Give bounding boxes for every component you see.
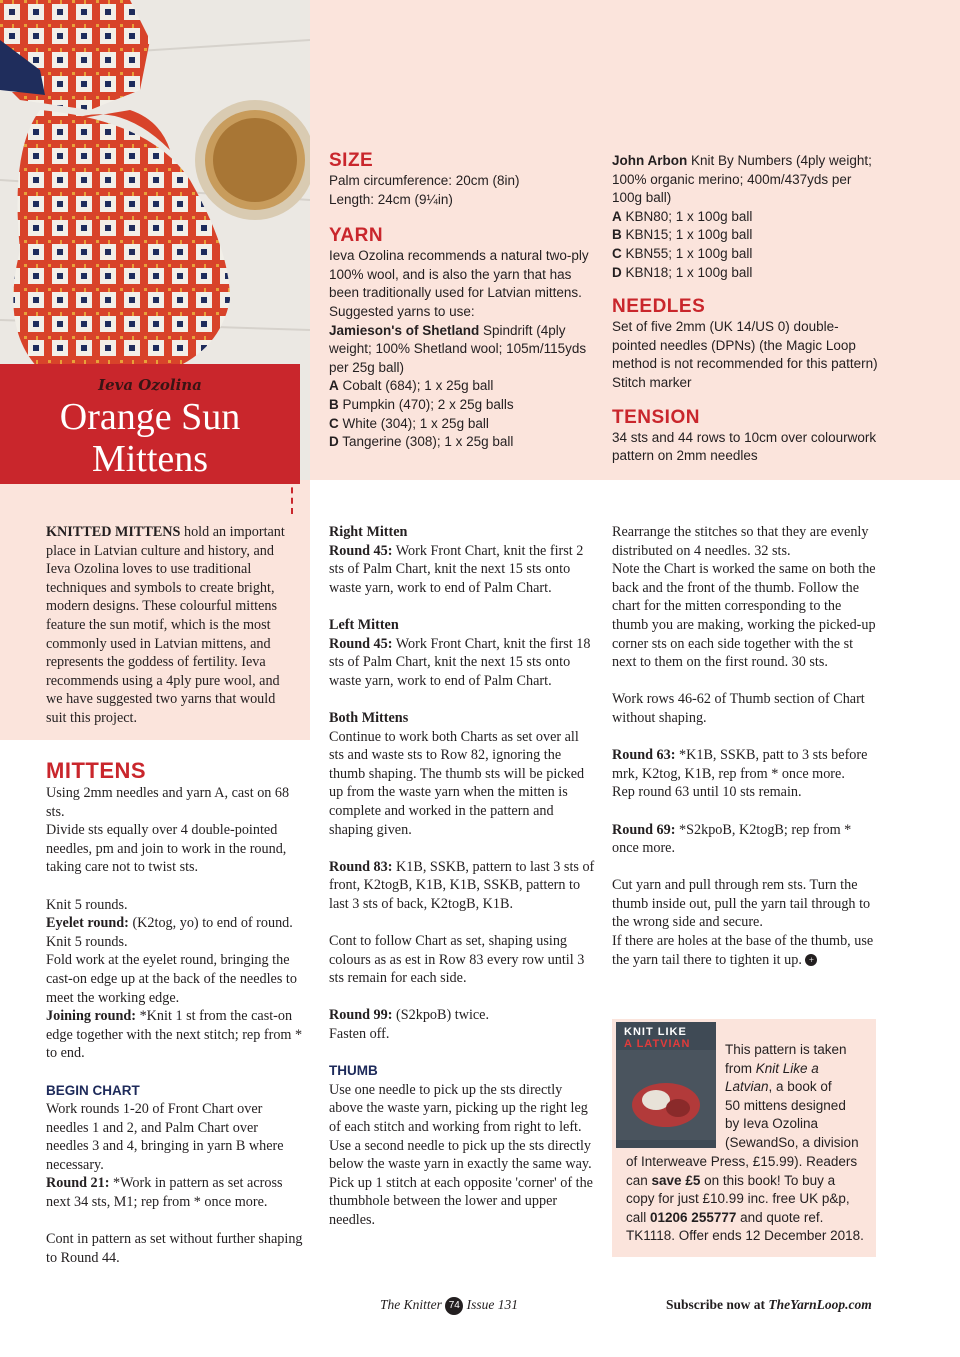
mittens-p2: Divide sts equally over 4 double-pointed needles, pm and join to work in the round, taking care not to twist sts. xyxy=(46,822,287,876)
yarn-colour: C White (304); 1 x 25g ball xyxy=(329,415,489,431)
mittens-p6: Work rounds 1-20 of Front Chart over needles 1 and 2, and Palm Chart over needles 3 and 4, bringing in yarn B where necessary. xyxy=(46,1101,284,1173)
yarn-colour: D KBN18; 1 x 100g ball xyxy=(612,264,753,280)
right-column xyxy=(612,523,880,969)
both-mittens-text: Continue to work both Charts as set over all sts and waste sts to Row 82, ignoring the thumb shaping. The thumb sts will be picked up from the waste yarn when the mitten is complete and worked in the pattern and shaping given. xyxy=(329,728,585,838)
yarn-brand1 xyxy=(329,322,599,378)
right-p5: If there are holes at the base of the thumb, use the yarn tail there to tighten it up. + xyxy=(612,933,874,968)
book-cover-title1: KNIT LIKE xyxy=(624,1026,687,1038)
round-63: Round 63: *K1B, SSKB, patt to 3 sts before mrk, K2tog, K1B, rep from * once more. xyxy=(612,747,868,782)
yarn-brand1-desc: Spindrift (4ply weight; 100% Shetland wool; 105m/115yds per 25g ball) xyxy=(329,322,587,375)
right-p2: Note the Chart is worked the same on both the back and the front of the thumb. Follow the chart for the mitten corresponding to the thumb you are making, working the picked-up corner sts on each side together with the st next to them on the first round. 30 sts. xyxy=(612,561,876,671)
footer-magazine: The Knitter xyxy=(380,1297,442,1313)
right-p1: Rearrange the stitches so that they are evenly distributed on 4 needles. 32 sts. xyxy=(612,524,869,559)
pattern-title-line2: Mittens xyxy=(91,438,209,480)
right-p4: Cut yarn and pull through rem sts. Turn the thumb inside out, pull the yarn tail through to the wrong side and secure. xyxy=(612,877,871,931)
thumb-heading: THUMB xyxy=(329,1063,378,1079)
footer-issue: Issue 131 xyxy=(466,1297,519,1313)
dashed-divider xyxy=(291,364,296,514)
size-length: Length: 24cm (9¼in) xyxy=(329,191,453,207)
intro-text: hold an important place in Latvian culture and history, and Ieva Ozolina loves to use traditional techniques and symbols to create bright, modern designs. These colourful mittens feature the sun motif, which is the most commonly used in Latvian mittens, and represents the goddess of fertility. Ieva recommends using a 4ply pure wool, and we have suggested two yarns that would suit this project. xyxy=(46,524,285,726)
book-cover xyxy=(616,1022,716,1148)
mittens-p5: Fold work at the eyelet round, bringing the cast-on edge up at the back of the needles to meet the working edge. xyxy=(46,952,297,1006)
book-cover-title2: A LATVIAN xyxy=(624,1038,691,1050)
needles-extra: Stitch marker xyxy=(612,374,692,390)
round-21: Round 21: *Work in pattern as set across next 34 sts, M1; rep from * once more. xyxy=(46,1175,283,1211)
yarn-brand2 xyxy=(612,152,882,208)
yarn-brand2-desc: Knit By Numbers (4ply weight; 100% organic merino; 400m/437yds per 100g ball) xyxy=(612,153,872,206)
promo-text-top: This pattern is taken from Knit Like a Latvian, a book of 50 mittens designed by Ieva Ozolina (SewandSo, a division xyxy=(725,1042,859,1150)
tension-text: 34 sts and 44 rows to 10cm over colourwork pattern on 2mm needles xyxy=(612,429,877,464)
both-mittens-heading: Both Mittens xyxy=(329,709,409,726)
mittens-p4: Knit 5 rounds. xyxy=(46,933,128,950)
round-83: Round 83: K1B, SSKB, pattern to last 3 sts of front, K2togB, K1B, K1B, SSKB, pattern to last 3 sts of back, K2togB, K1B. xyxy=(329,858,595,912)
fasten-off: Fasten off. xyxy=(329,1026,390,1043)
footer-left xyxy=(380,1297,518,1315)
mittens-p3: Knit 5 rounds. xyxy=(46,896,128,913)
end-mark-icon: + xyxy=(805,954,817,966)
footer-site-link[interactable]: TheYarnLoop.com xyxy=(768,1297,872,1312)
mittens-heading: MITTENS xyxy=(46,758,147,783)
cont-text: Cont to follow Chart as set, shaping using colours as as est in Row 83 every row until 3 sts remain for each side. xyxy=(329,933,585,987)
needles-text: Set of five 2mm (UK 14/US 0) double-pointed needles (DPNs) (the Magic Loop method is not recommended for this pattern) xyxy=(612,319,878,372)
tension-heading: TENSION xyxy=(612,406,700,428)
mittens-p7: Cont in pattern as set without further shaping to Round 44. xyxy=(46,1231,303,1266)
left-mitten-heading: Left Mitten xyxy=(329,616,399,633)
yarn-brand1-name: Jamieson's of Shetland xyxy=(329,322,480,338)
round-63-repeat: Rep round 63 until 10 sts remain. xyxy=(612,784,802,801)
promo-text-bottom: of Interweave Press, £15.99). Readers can save £5 on this book! To buy a copy for just £10.99 inc. free UK p&p, call 01206 255777 and quote ref. TK1118. Offer ends 12 December 2018. xyxy=(626,1154,864,1244)
yarn-colour: A Cobalt (684); 1 x 25g ball xyxy=(329,378,494,394)
needles-tension-column xyxy=(612,152,882,466)
designer-name: Ieva Ozolina xyxy=(98,376,202,394)
begin-chart-heading: BEGIN CHART xyxy=(46,1082,140,1098)
yarn-intro: Ieva Ozolina recommends a natural two-ply 100% wool, and is also the yarn that has been traditionally used for Latvian mittens. Suggested yarns to use: xyxy=(329,248,589,319)
round-69: Round 69: *S2kpoB, K2togB; rep from * once more. xyxy=(612,821,852,857)
yarn-colour: B Pumpkin (470); 2 x 25g balls xyxy=(329,396,514,412)
yarn-brand2-name: John Arbon xyxy=(612,153,688,168)
intro-lead: KNITTED MITTENS xyxy=(46,524,181,540)
yarn-colour: B KBN15; 1 x 100g ball xyxy=(612,227,753,243)
round-99: Round 99: (S2kpoB) twice. xyxy=(329,1007,490,1024)
right-mitten-round45: Round 45: Work Front Chart, knit the first 2 sts of Palm Chart, knit the next 15 sts onto waste yarn, work to end of Palm Chart. xyxy=(329,542,584,596)
yarn-colour: A KBN80; 1 x 100g ball xyxy=(612,208,753,224)
yarn-colour: D Tangerine (308); 1 x 25g ball xyxy=(329,434,514,450)
eyelet-round: Eyelet round: (K2tog, yo) to end of round. xyxy=(46,915,293,932)
size-heading: SIZE xyxy=(329,150,374,171)
joining-round: Joining round: *Knit 1 st from the cast-on edge together with the next stitch; rep from * to end. xyxy=(46,1008,303,1062)
intro-paragraph xyxy=(46,523,298,728)
mittens-column xyxy=(46,758,304,1267)
left-mitten-round45: Round 45: Work Front Chart, knit the first 18 sts of Palm Chart, knit the next 15 sts onto waste yarn, work to end of Palm Chart. xyxy=(329,635,591,689)
footer-right xyxy=(666,1297,872,1313)
right-p3: Work rows 46-62 of Thumb section of Chart without shaping. xyxy=(612,691,865,726)
yarn-heading: YARN xyxy=(329,225,384,247)
needles-heading: NEEDLES xyxy=(612,296,706,318)
footer-subscribe: Subscribe now at xyxy=(666,1297,766,1312)
page-number: 74 xyxy=(445,1297,463,1315)
size-palm: Palm circumference: 20cm (8in) xyxy=(329,173,520,188)
size-yarn-column xyxy=(329,150,599,452)
intro-column xyxy=(46,523,298,728)
mittens-p1: Using 2mm needles and yarn A, cast on 68 sts. xyxy=(46,785,290,820)
thumb-text: Use one needle to pick up the sts directly above the waste yarn, picking up the right leg of each stitch and working from right to left. Use a second needle to pick up the sts directly below the waste yarn in exactly the same way. Pick up 1 stitch at each opposite 'corner' of the thumbhole between the lower and upper needles. xyxy=(329,1081,593,1228)
book-cover-image xyxy=(616,1050,716,1140)
right-mitten-heading: Right Mitten xyxy=(329,524,408,540)
pattern-title-line1: Orange Sun xyxy=(59,396,241,438)
title-box xyxy=(0,364,300,484)
middle-column xyxy=(329,523,597,1230)
yarn-colour: C KBN55; 1 x 100g ball xyxy=(612,245,753,261)
